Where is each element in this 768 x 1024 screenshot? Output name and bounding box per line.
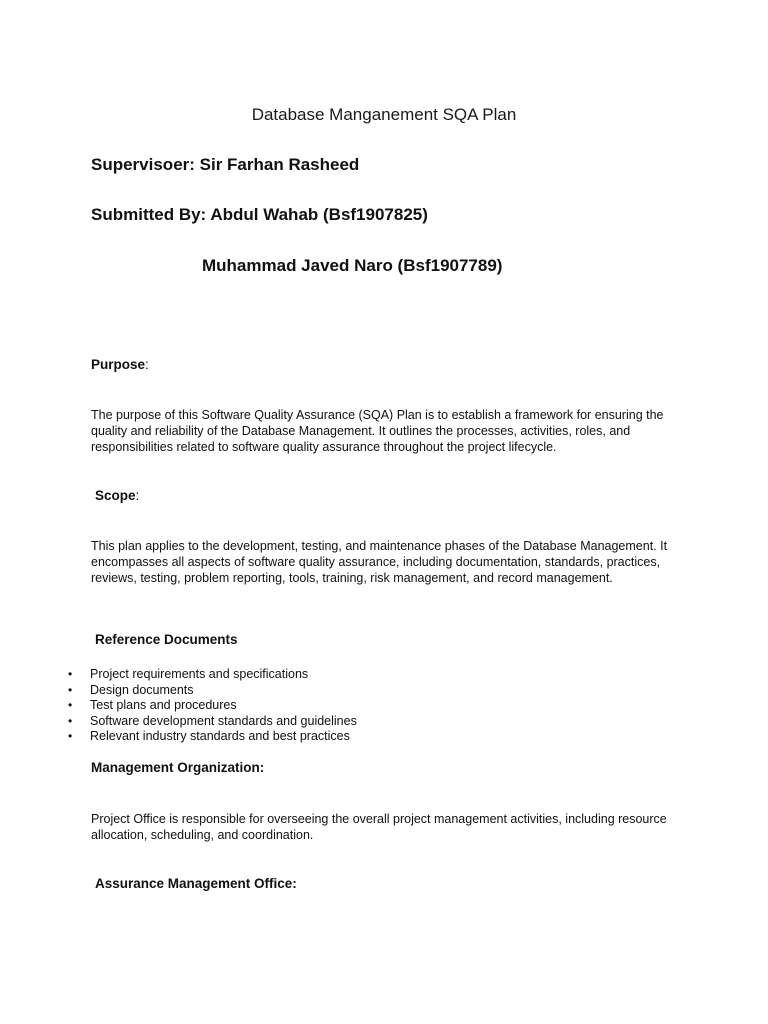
bullet-icon: • — [68, 729, 73, 744]
document-title: Database Manganement SQA Plan — [251, 105, 517, 124]
submitted-by-line: Submitted By: Abdul Wahab (Bsf1907825) — [91, 205, 428, 224]
assurance-management-office-heading: Assurance Management Office: — [95, 876, 297, 891]
supervisor-line: Supervisoer: Sir Farhan Rasheed — [91, 155, 360, 174]
bullet-icon: • — [68, 667, 73, 681]
management-organization-heading: Management Organization: — [91, 760, 265, 775]
bullet-icon: • — [68, 713, 73, 728]
list-item: • Test plans and procedures — [68, 698, 237, 713]
list-item: • Relevant industry standards and best practices — [68, 729, 350, 744]
scope-text: This plan applies to the development, testing, and maintenance phases of the Database Management. It encompasses all aspects of software quality assurance, including documentation, standards, practices, reviews, testing, problem reporting, tools, training, risk management, and record management. — [91, 539, 668, 585]
scope-heading-label: Scope — [95, 488, 136, 503]
list-item: • Software development standards and guidelines — [68, 713, 357, 728]
purpose-heading-colon: : — [145, 357, 149, 372]
purpose-heading — [91, 357, 149, 372]
bullet-icon: • — [68, 682, 73, 697]
purpose-heading-label: Purpose — [91, 357, 146, 372]
team-member-line: Muhammad Javed Naro (Bsf1907789) — [202, 256, 503, 275]
scope-heading — [95, 488, 139, 503]
scope-heading-colon: : — [135, 488, 140, 503]
management-organization-text: Project Office is responsible for overseeing the overall project management activities, including resource allocation, scheduling, and coordination. — [91, 812, 667, 842]
reference-documents-heading: Reference Documents — [95, 632, 238, 647]
bullet-icon: • — [68, 698, 73, 713]
reference-documents-list — [68, 667, 357, 745]
list-item: • Project requirements and specifications — [68, 667, 309, 681]
purpose-text: The purpose of this Software Quality Assurance (SQA) Plan is to establish a framework for ensuring the quality and reliability of the Database Management. It outlines the processes, activities, roles, and responsibilities related to software quality assurance throughout the project lifecycle. — [91, 408, 664, 454]
list-item: • Design documents — [68, 682, 194, 697]
